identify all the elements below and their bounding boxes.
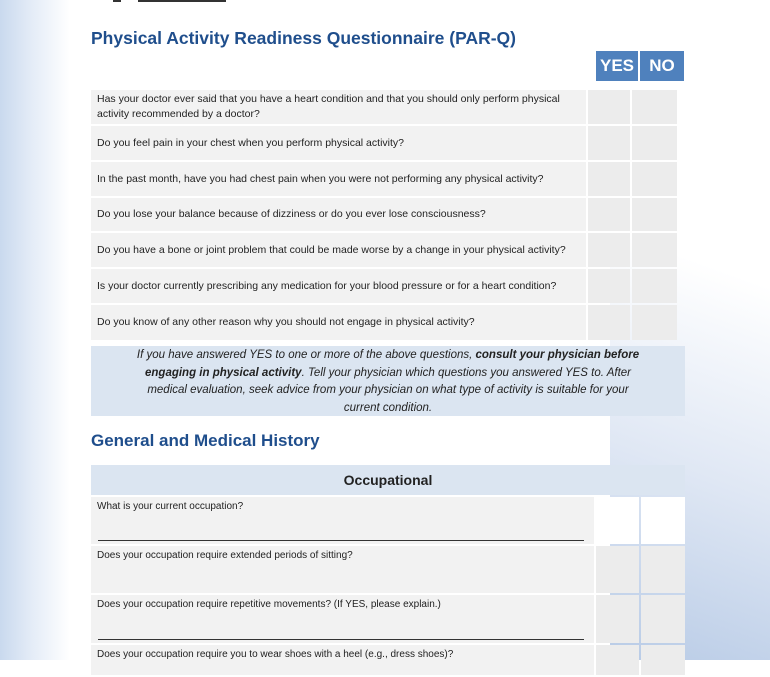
- occupational-question-text: Does your occupation require extended periods of sitting?: [97, 550, 353, 561]
- no-answer-box[interactable]: [632, 269, 677, 303]
- no-answer-box[interactable]: [632, 233, 677, 267]
- parq-row: [91, 305, 685, 340]
- parq-question: Do you feel pain in your chest when you perform physical activity?: [91, 126, 586, 160]
- parq-question: Do you have a bone or joint problem that could be made worse by a change in your physical activity?: [91, 233, 586, 267]
- parq-row: [91, 198, 685, 231]
- occupational-row: [91, 497, 685, 544]
- parq-question: Has your doctor ever said that you have a heart condition and that you should only perform physical activity recommended by a doctor?: [91, 90, 586, 124]
- parq-row: [91, 90, 685, 124]
- answer-line[interactable]: [98, 639, 584, 640]
- no-answer-box[interactable]: [641, 497, 685, 544]
- yes-answer-box[interactable]: [588, 305, 630, 340]
- occupational-question-text: Does your occupation require you to wear shoes with a heel (e.g., dress shoes)?: [97, 649, 454, 660]
- note-text-bold: consult your physician before engaging in physical activity: [145, 349, 640, 379]
- yes-answer-box[interactable]: [588, 162, 630, 196]
- occupational-heading: Occupational: [91, 465, 685, 495]
- occupational-question: [91, 497, 594, 544]
- parq-question: Is your doctor currently prescribing any medication for your blood pressure or for a heart condition?: [91, 269, 586, 303]
- note-text-part1: If you have answered YES to one or more of the above questions,: [136, 349, 476, 361]
- parq-row: [91, 269, 685, 303]
- parq-title: Physical Activity Readiness Questionnaire (PAR-Q): [91, 28, 516, 48]
- no-answer-box[interactable]: [641, 595, 685, 643]
- yes-answer-box[interactable]: [596, 497, 639, 544]
- no-answer-box[interactable]: [632, 90, 677, 124]
- occupational-question-text: Does your occupation require repetitive movements? (If YES, please explain.): [97, 599, 441, 610]
- parq-row: [91, 233, 685, 267]
- occupational-table: [91, 465, 685, 677]
- occupational-row: [91, 645, 685, 675]
- occupational-question: [91, 595, 594, 643]
- parq-row: [91, 126, 685, 160]
- no-answer-box[interactable]: [632, 198, 677, 231]
- history-section-title: General and Medical History: [91, 431, 320, 450]
- yes-answer-box[interactable]: [588, 126, 630, 160]
- yes-answer-box[interactable]: [596, 645, 639, 675]
- yes-answer-box[interactable]: [588, 269, 630, 303]
- no-answer-box[interactable]: [641, 546, 685, 593]
- note-text-part2: . Tell your physician which questions you answered YES to. After medical evaluation, seek advice from your physician on what type of activity is suitable for your current condition.: [147, 366, 631, 414]
- no-answer-box[interactable]: [632, 126, 677, 160]
- occupational-question: [91, 546, 594, 593]
- parq-question-table: [91, 90, 685, 342]
- no-column-header: NO: [640, 51, 684, 81]
- top-fill-line: [138, 0, 226, 2]
- occupational-row: [91, 595, 685, 643]
- occupational-row: [91, 546, 685, 593]
- yes-answer-box[interactable]: [588, 198, 630, 231]
- no-answer-box[interactable]: [641, 645, 685, 675]
- yes-column-header: YES: [596, 51, 638, 81]
- occupational-question-text: What is your current occupation?: [97, 501, 244, 512]
- parq-row: [91, 162, 685, 196]
- yes-answer-box[interactable]: [588, 233, 630, 267]
- parq-question: Do you lose your balance because of dizziness or do you ever lose consciousness?: [91, 198, 586, 231]
- yes-answer-box[interactable]: [596, 595, 639, 643]
- yes-answer-box[interactable]: [596, 546, 639, 593]
- occupational-question: [91, 645, 594, 675]
- parq-question: Do you know of any other reason why you should not engage in physical activity?: [91, 305, 586, 340]
- yes-answer-box[interactable]: [588, 90, 630, 124]
- parq-question: In the past month, have you had chest pain when you were not performing any physical activity?: [91, 162, 586, 196]
- top-rule-dash: [113, 0, 121, 2]
- no-answer-box[interactable]: [632, 305, 677, 340]
- answer-line[interactable]: [98, 540, 584, 541]
- no-answer-box[interactable]: [632, 162, 677, 196]
- physician-advice-note: [91, 346, 685, 416]
